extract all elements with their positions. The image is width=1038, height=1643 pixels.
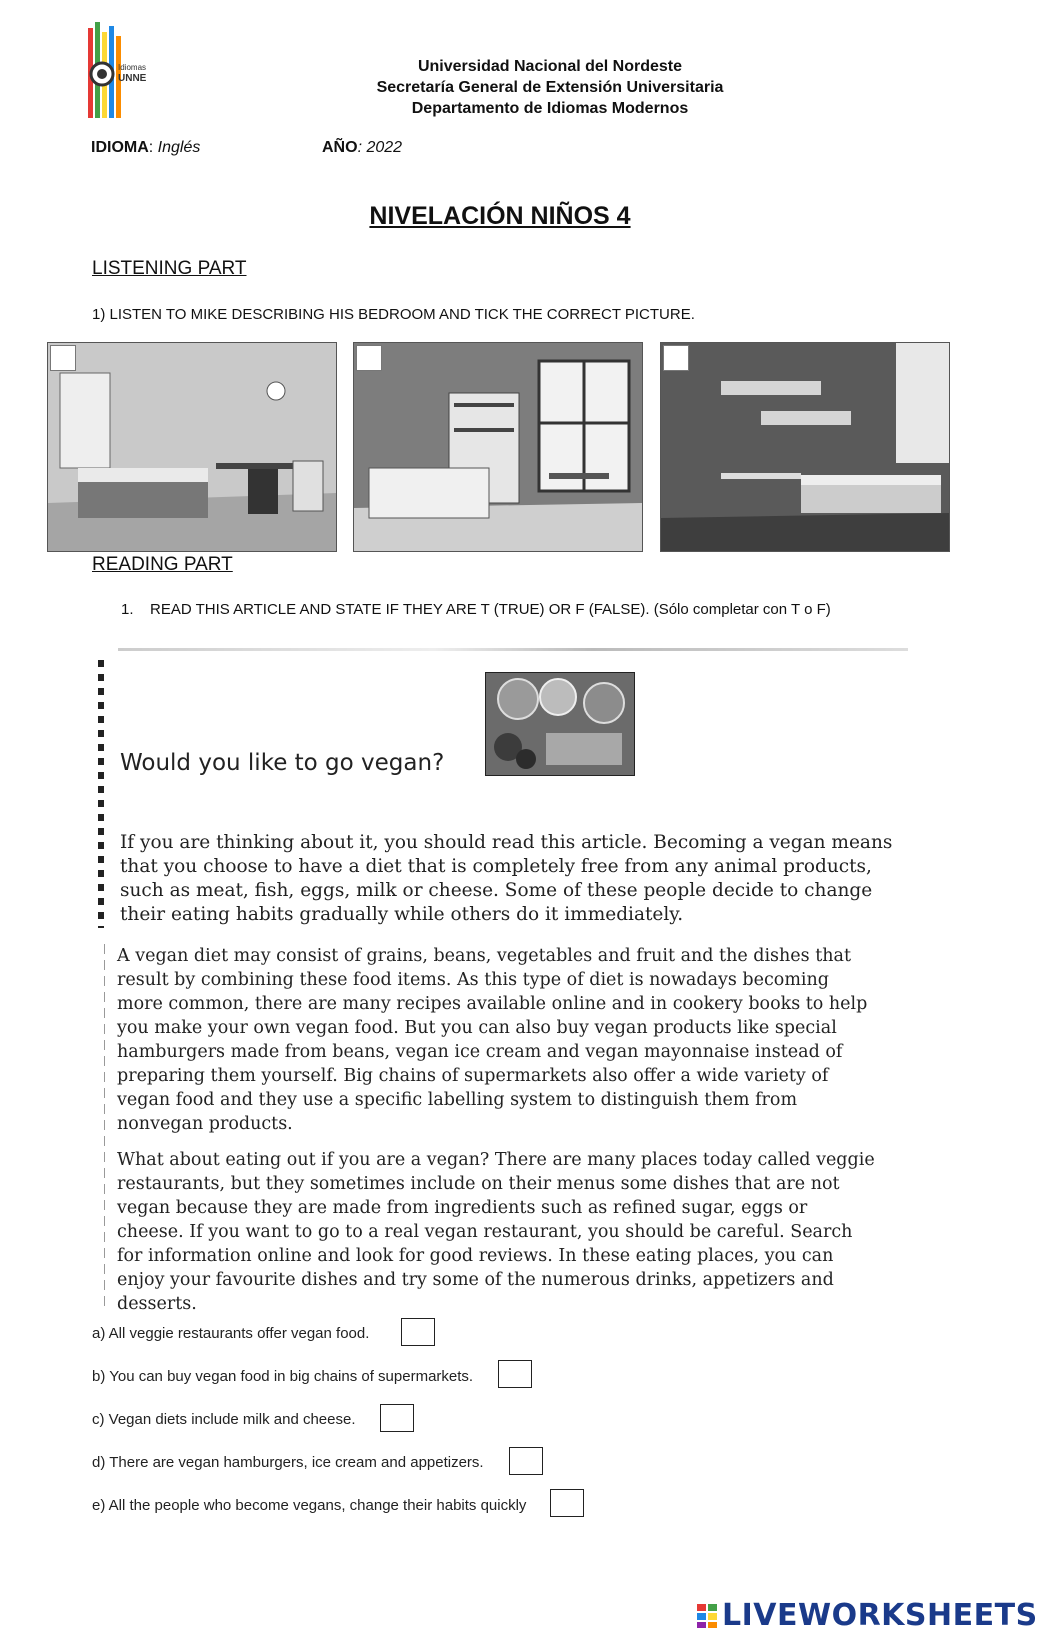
- answer-box-e[interactable]: [550, 1489, 584, 1517]
- language-value: Inglés: [157, 139, 201, 156]
- bedroom-picture-3[interactable]: [660, 342, 950, 552]
- institution-line: Departamento de Idiomas Modernos: [411, 100, 689, 117]
- listening-heading: LISTENING PART: [92, 258, 247, 279]
- reading-heading: READING PART: [92, 554, 233, 575]
- liveworksheets-brand: LIVEWORKSHEETS: [722, 1598, 1038, 1633]
- bedroom-picture-1[interactable]: [47, 342, 337, 552]
- article-paragraph-1: If you are thinking about it, you should read this article. Becoming a vegan means that you choose to have a diet that is completely free from any animal products, such as meat, fish, eggs, milk or cheese. Some of these people decide to change their eating habits gradually while others do it immediately.: [120, 832, 893, 925]
- page-title: NIVELACIÓN NIÑOS 4: [369, 202, 631, 230]
- article-title: Would you like to go vegan?: [120, 750, 445, 776]
- institution-line: Secretaría General de Extensión Universitaria: [376, 79, 724, 96]
- year-meta: AÑO: 2022: [322, 139, 403, 156]
- statement-a: a) All veggie restaurants offer vegan food.: [92, 1325, 370, 1342]
- institution-line: Universidad Nacional del Nordeste: [417, 58, 683, 75]
- unne-logo: [86, 22, 166, 126]
- answer-box-c[interactable]: [380, 1404, 414, 1432]
- liveworksheets-icon: [697, 1604, 717, 1628]
- logo-text-line2: UNNE: [118, 73, 147, 84]
- article-paragraph-3: What about eating out if you are a vegan? There are many places today called veggie restaurants, but they sometimes include on their menus some dishes that are not vegan because they are made from ingredients such as refined sugar, eggs or cheese. If you want to go to a real vegan restaurant, you should be careful. Search for information online and look for good reviews. In these eating places, you can enjoy your favourite dishes and try some of the numerous drinks, appetizers and desserts.: [117, 1150, 875, 1314]
- statement-c: c) Vegan diets include milk and cheese.: [92, 1411, 356, 1428]
- logo-text-line1: Idiomas: [118, 63, 147, 72]
- answer-box-b[interactable]: [498, 1360, 532, 1388]
- statement-d: d) There are vegan hamburgers, ice cream and appetizers.: [92, 1454, 484, 1471]
- tick-box[interactable]: [663, 345, 689, 371]
- year-value: 2022: [366, 139, 403, 156]
- reading-instruction-number: 1.: [121, 601, 134, 618]
- article-paragraph-2: A vegan diet may consist of grains, beans, vegetables and fruit and the dishes that result by combining these food items. As this type of diet is nowadays becoming more common, there are many recipes available online and in cookery books to help you make your own vegan food. But you can also buy vegan products like special hamburgers made from beans, vegan ice cream and vegan mayonnaise instead of preparing them yourself. Big chains of supermarkets also offer a wide variety of vegan food and they use a specific labelling system to distinguish them from nonvegan products.: [117, 946, 868, 1134]
- statement-e: e) All the people who become vegans, change their habits quickly: [92, 1497, 527, 1514]
- listening-instruction: 1) LISTEN TO MIKE DESCRIBING HIS BEDROOM AND TICK THE CORRECT PICTURE.: [92, 306, 695, 323]
- tick-box[interactable]: [356, 345, 382, 371]
- scan-top-edge: [118, 648, 908, 651]
- answer-box-d[interactable]: [509, 1447, 543, 1475]
- food-photo: [485, 672, 635, 776]
- scan-left-edge: [104, 944, 105, 1310]
- answer-box-a[interactable]: [401, 1318, 435, 1346]
- scan-left-edge: [98, 660, 104, 928]
- statement-b: b) You can buy vegan food in big chains of supermarkets.: [92, 1368, 474, 1385]
- bedroom-picture-2[interactable]: [353, 342, 643, 552]
- tick-box[interactable]: [50, 345, 76, 371]
- institution-header: [300, 56, 800, 119]
- reading-instruction: READ THIS ARTICLE AND STATE IF THEY ARE T (TRUE) OR F (FALSE). (Sólo completar con T o F): [150, 601, 831, 618]
- language-meta: IDIOMA: Inglés: [91, 139, 201, 156]
- language-label: IDIOMA: [91, 139, 149, 156]
- year-label: AÑO: [322, 139, 358, 156]
